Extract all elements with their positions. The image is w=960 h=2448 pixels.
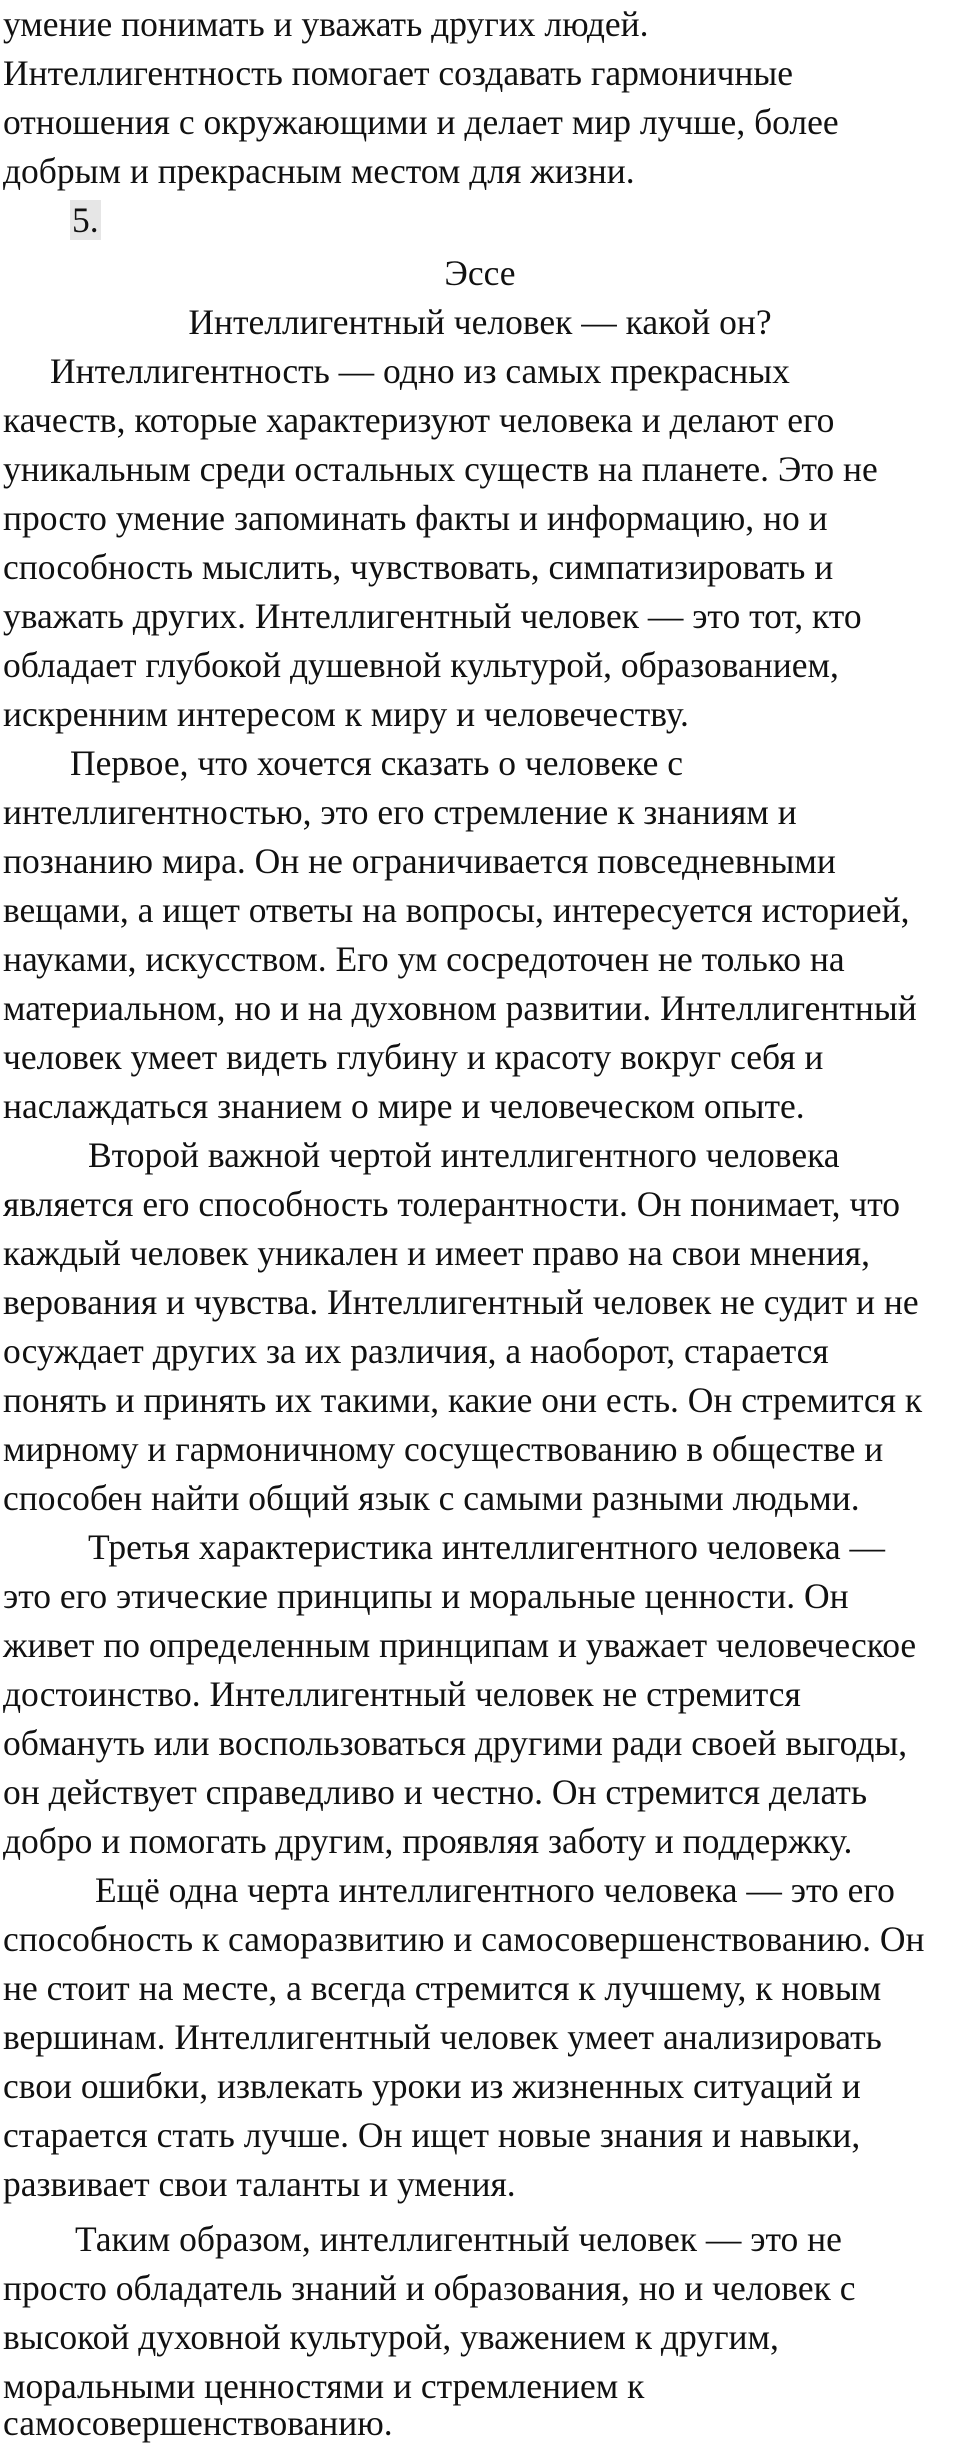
paragraph-line: старается стать лучше. Он ищет новые знания и навыки, [3, 2115, 861, 2155]
paragraph-line: качеств, которые характеризуют человека и делают его [3, 400, 835, 440]
intro-line: отношения с окружающими и делает мир лучше, более [3, 102, 839, 142]
paragraph-line: способен найти общий язык с самыми разными людьми. [3, 1478, 860, 1518]
paragraph-line: вещами, а ищет ответы на вопросы, интересуется историей, [3, 890, 910, 930]
intro-line: умение понимать и уважать других людей. [3, 4, 649, 44]
paragraph-line: Первое, что хочется сказать о человеке с [70, 743, 684, 783]
paragraph-line: интеллигентностью, это его стремление к знаниям и [3, 792, 797, 832]
paragraph-line: он действует справедливо и честно. Он стремится делать [3, 1772, 868, 1812]
essay-title: Интеллигентный человек — какой он? [188, 302, 772, 342]
paragraph-line: свои ошибки, извлекать уроки из жизненных ситуаций и [3, 2066, 861, 2106]
paragraph-line: уважать других. Интеллигентный человек — это тот, кто [3, 596, 862, 636]
paragraph-line: просто умение запоминать факты и информацию, но и [3, 498, 828, 538]
paragraph-line: способность мыслить, чувствовать, симпатизировать и [3, 547, 834, 587]
paragraph-line: вершинам. Интеллигентный человек умеет анализировать [3, 2017, 882, 2057]
paragraph-line: наслаждаться знанием о мире и человеческом опыте. [3, 1086, 805, 1126]
paragraph-line: добро и помогать другим, проявляя заботу и поддержку. [3, 1821, 853, 1861]
paragraph-line: материальном, но и на духовном развитии. Интеллигентный [3, 988, 917, 1028]
section-number [70, 196, 101, 245]
paragraph-line: искренним интересом к миру и человечеству. [3, 694, 689, 734]
paragraph-line: верования и чувства. Интеллигентный человек не судит и не [3, 1282, 919, 1322]
paragraph-line: Второй важной чертой интеллигентного человека [88, 1135, 840, 1175]
intro-line: добрым и прекрасным местом для жизни. [3, 151, 635, 191]
paragraph-line: живет по определенным принципам и уважает человеческое [3, 1625, 917, 1665]
paragraph-line: науками, искусством. Его ум сосредоточен не только на [3, 939, 845, 979]
paragraph-line: мирному и гармоничному сосуществованию в обществе и [3, 1429, 884, 1469]
intro-line: Интеллигентность помогает создавать гармоничные [3, 53, 794, 93]
paragraph-line: каждый человек уникален и имеет право на свои мнения, [3, 1233, 870, 1273]
section-number-label: 5. [72, 200, 99, 240]
paragraph-line: обладает глубокой душевной культурой, образованием, [3, 645, 839, 685]
paragraph-line: просто обладатель знаний и образования, но и человек с [3, 2268, 856, 2308]
paragraph-line: уникальным среди остальных существ на планете. Это не [3, 449, 878, 489]
paragraph-line: это его этические принципы и моральные ценности. Он [3, 1576, 849, 1616]
paragraph-line: познанию мира. Он не ограничивается повседневными [3, 841, 836, 881]
paragraph-line: достоинство. Интеллигентный человек не стремится [3, 1674, 801, 1714]
paragraph-line: самосовершенствованию. [3, 2403, 393, 2443]
paragraph-line: высокой духовной культурой, уважением к другим, [3, 2317, 779, 2357]
paragraph-line: является его способность толерантности. Он понимает, что [3, 1184, 901, 1224]
paragraph-line: развивает свои таланты и умения. [3, 2164, 516, 2204]
paragraph-line: Интеллигентность — одно из самых прекрасных [50, 351, 790, 391]
essay-label: Эссе [444, 253, 516, 293]
paragraph-line: способность к саморазвитию и самосовершенствованию. Он [3, 1919, 925, 1959]
paragraph-line: не стоит на месте, а всегда стремится к лучшему, к новым [3, 1968, 882, 2008]
paragraph-line: Третья характеристика интеллигентного человека — [88, 1527, 886, 1567]
paragraph-line: обмануть или воспользоваться другими ради своей выгоды, [3, 1723, 908, 1763]
paragraph-line: понять и принять их такими, какие они есть. Он стремится к [3, 1380, 923, 1420]
paragraph-line: осуждает других за их различия, а наоборот, старается [3, 1331, 829, 1371]
paragraph-line: моральными ценностями и стремлением к [3, 2366, 645, 2406]
paragraph-line: Таким образом, интеллигентный человек — это не [75, 2219, 842, 2259]
paragraph-line: человек умеет видеть глубину и красоту вокруг себя и [3, 1037, 824, 1077]
paragraph-line: Ещё одна черта интеллигентного человека — это его [95, 1870, 895, 1910]
